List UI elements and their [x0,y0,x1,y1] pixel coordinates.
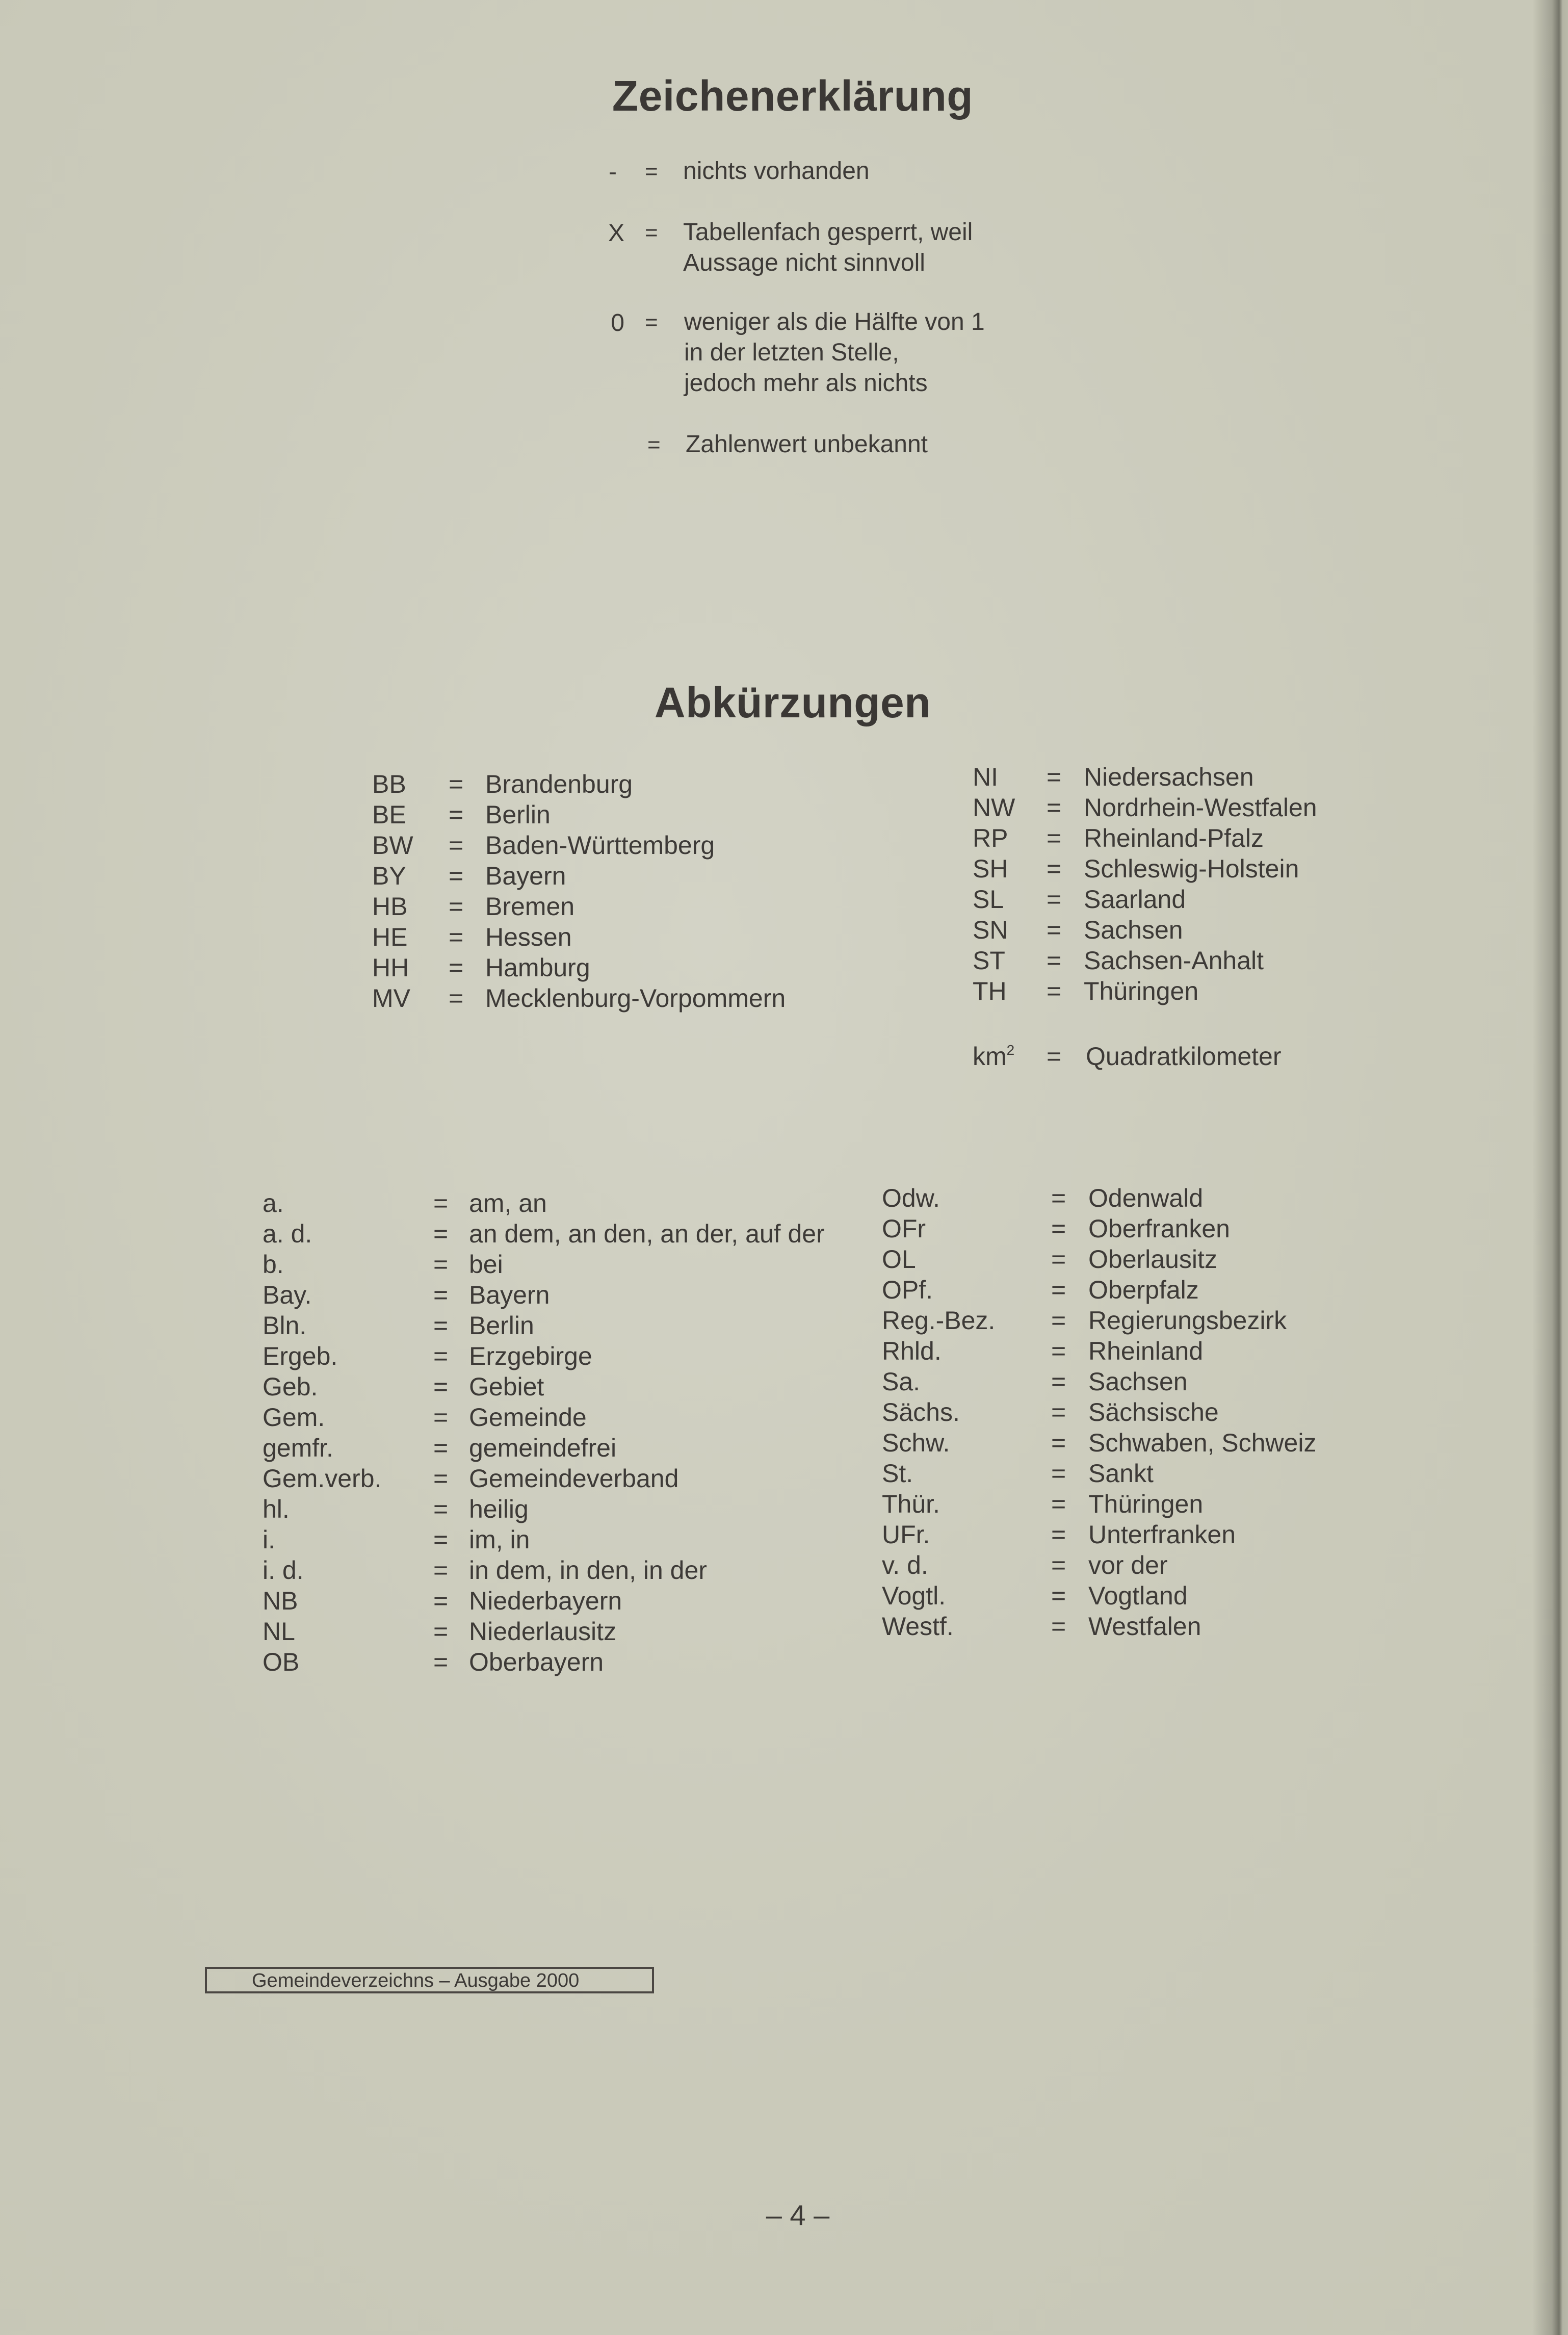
state-code: BB [372,770,406,798]
publication-title: Gemeindeverzeichns – Ausgabe 2000 [252,1970,580,1991]
equals-sign: = [1051,1367,1066,1396]
meaning: vor der [1088,1551,1168,1579]
equals-sign: = [433,1434,449,1462]
equals-sign: = [433,1648,449,1676]
meaning: Oberlausitz [1088,1245,1217,1274]
equals-sign: = [1047,885,1062,914]
abbreviation: OL [882,1245,916,1274]
abbreviation: i. [263,1525,275,1554]
equals-sign: = [433,1189,449,1217]
equals-sign: = [449,862,464,890]
meaning: Unterfranken [1088,1520,1236,1549]
equals-sign: = [1051,1398,1066,1426]
legend-equals: = [645,310,658,335]
equals-sign: = [433,1587,449,1615]
state-name: Saarland [1084,885,1186,914]
legend-text: Aussage nicht sinnvoll [683,249,925,276]
equals-sign: = [449,984,464,1013]
abbreviation: Vogtl. [882,1581,946,1610]
state-code: ST [973,946,1005,975]
equals-sign: = [1051,1245,1066,1274]
meaning: Regierungsbezirk [1088,1306,1287,1335]
equals-sign: = [1047,763,1062,791]
page-number: – 4 – [766,2199,830,2231]
legend-symbol: 0 [611,309,624,336]
abbreviation: St. [882,1459,913,1488]
abbreviation: OFr [882,1214,926,1243]
legend-text: nichts vorhanden [683,158,870,185]
state-name: Sachsen-Anhalt [1084,946,1264,975]
equals-sign: = [1047,977,1062,1005]
meaning: Bayern [469,1281,550,1309]
meaning: Erzgebirge [469,1342,592,1370]
abbreviation: Westf. [882,1612,954,1641]
equals-sign: = [1047,793,1062,822]
equals-sign: = [449,892,464,921]
legend-equals: = [645,220,658,245]
equals-sign: = [1051,1520,1066,1549]
unit-code [973,1041,1014,1072]
equals-sign: = [449,770,464,798]
legend-text: Tabellenfach gesperrt, weil [683,219,973,246]
legend-title: Zeichenerklärung [612,72,974,120]
equals-sign: = [1047,916,1062,944]
meaning: Vogtland [1088,1581,1188,1610]
meaning: Gemeinde [469,1403,587,1432]
meaning: Sankt [1088,1459,1154,1488]
meaning: Oberbayern [469,1648,604,1676]
abbreviation: i. d. [263,1556,304,1585]
equals-sign: = [1051,1184,1066,1212]
equals-sign: = [1051,1214,1066,1243]
abbreviation: Geb. [263,1372,318,1401]
state-name: Brandenburg [485,770,633,798]
state-code: BW [372,831,413,860]
meaning: Oberpfalz [1088,1276,1199,1304]
meaning: Thüringen [1088,1490,1204,1518]
abbreviation: Ergeb. [263,1342,338,1370]
equals-sign: = [433,1342,449,1370]
state-name: Sachsen [1084,916,1183,944]
abbreviation: gemfr. [263,1434,333,1462]
equals-sign: = [1047,1042,1062,1071]
abbreviation: hl. [263,1495,290,1523]
state-name: Rheinland-Pfalz [1084,824,1264,852]
state-name: Nordrhein-Westfalen [1084,793,1317,822]
abbreviation: UFr. [882,1520,930,1549]
meaning: gemeindefrei [469,1434,617,1462]
meaning: Niederbayern [469,1587,622,1615]
state-name: Bayern [485,862,566,890]
abbreviation: Gem.verb. [263,1464,382,1493]
equals-sign: = [433,1372,449,1401]
meaning: Sächsische [1088,1398,1219,1426]
abbreviation: Sächs. [882,1398,960,1426]
equals-sign: = [433,1464,449,1493]
abbreviation: OB [263,1648,300,1676]
meaning: Odenwald [1088,1184,1204,1212]
state-code: HH [372,953,409,982]
legend-text: in der letzten Stelle, [684,339,899,366]
state-name: Schleswig-Holstein [1084,854,1299,883]
legend-text: weniger als die Hälfte von 1 [684,308,985,335]
abbreviation: a. d. [263,1220,312,1248]
equals-sign: = [1051,1459,1066,1488]
abbreviation: b. [263,1250,284,1279]
abbreviation: Schw. [882,1429,950,1457]
state-code: BE [372,800,406,829]
equals-sign: = [1051,1429,1066,1457]
equals-sign: = [1051,1551,1066,1579]
legend-text: Zahlenwert unbekannt [686,431,928,458]
abbreviation: Reg.-Bez. [882,1306,996,1335]
abbreviation: NB [263,1587,298,1615]
state-name: Baden-Württemberg [485,831,715,860]
meaning: heilig [469,1495,529,1523]
abbreviation: Gem. [263,1403,325,1432]
state-name: Hamburg [485,953,590,982]
equals-sign: = [433,1311,449,1340]
equals-sign: = [1051,1276,1066,1304]
state-name: Hessen [485,923,572,951]
state-code: BY [372,862,406,890]
equals-sign: = [433,1281,449,1309]
meaning: am, an [469,1189,547,1217]
legend-text: jedoch mehr als nichts [684,370,928,397]
equals-sign: = [1051,1490,1066,1518]
state-code: SN [973,916,1008,944]
legend-symbol: X [608,220,624,247]
meaning: Sachsen [1088,1367,1188,1396]
legend-symbol: - [609,159,617,186]
legend-equals: = [645,159,658,184]
state-name: Berlin [485,800,551,829]
equals-sign: = [449,831,464,860]
abbreviation: a. [263,1189,284,1217]
equals-sign: = [1047,946,1062,975]
unit-exponent: 2 [1006,1042,1015,1058]
state-code: HB [372,892,408,921]
unit-base: km [973,1042,1007,1071]
abbreviation: Sa. [882,1367,921,1396]
state-name: Thüringen [1084,977,1199,1005]
state-code: SH [973,854,1008,883]
meaning: Gemeindeverband [469,1464,679,1493]
state-code: HE [372,923,408,951]
meaning: im, in [469,1525,530,1554]
unit-name: Quadratkilometer [1086,1042,1282,1071]
meaning: an dem, an den, an der, auf der [469,1220,825,1248]
equals-sign: = [1047,854,1062,883]
meaning: Westfalen [1088,1612,1201,1641]
equals-sign: = [449,923,464,951]
state-code: SL [973,885,1004,914]
equals-sign: = [433,1525,449,1554]
abbreviation: Odw. [882,1184,940,1212]
abbreviation: Bln. [263,1311,307,1340]
meaning: Niederlausitz [469,1617,617,1646]
meaning: in dem, in den, in der [469,1556,707,1585]
state-code: MV [372,984,410,1013]
abbreviation: NL [263,1617,295,1646]
meaning: Gebiet [469,1372,544,1401]
meaning: bei [469,1250,503,1279]
equals-sign: = [433,1220,449,1248]
abbreviation: v. d. [882,1551,928,1579]
equals-sign: = [1051,1306,1066,1335]
equals-sign: = [433,1617,449,1646]
page-binding-shadow [1532,0,1568,2335]
equals-sign: = [1051,1337,1066,1365]
state-name: Niedersachsen [1084,763,1254,791]
meaning: Oberfranken [1088,1214,1230,1243]
equals-sign: = [449,800,464,829]
legend-equals: = [647,432,661,457]
meaning: Schwaben, Schweiz [1088,1429,1317,1457]
state-code: NI [973,763,998,791]
equals-sign: = [449,953,464,982]
abbreviations-title: Abkürzungen [654,679,931,727]
abbreviation: Rhld. [882,1337,942,1365]
meaning: Berlin [469,1311,534,1340]
equals-sign: = [433,1250,449,1279]
abbreviation: Bay. [263,1281,312,1309]
state-code: RP [973,824,1008,852]
abbreviation: OPf. [882,1276,933,1304]
state-code: TH [973,977,1007,1005]
equals-sign: = [433,1403,449,1432]
publication-footer-box [205,1967,654,1993]
equals-sign: = [1047,824,1062,852]
equals-sign: = [433,1495,449,1523]
equals-sign: = [1051,1612,1066,1641]
equals-sign: = [1051,1581,1066,1610]
state-name: Bremen [485,892,575,921]
abbreviation: Thür. [882,1490,940,1518]
equals-sign: = [433,1556,449,1585]
state-code: NW [973,793,1015,822]
meaning: Rheinland [1088,1337,1204,1365]
state-name: Mecklenburg-Vorpommern [485,984,786,1013]
